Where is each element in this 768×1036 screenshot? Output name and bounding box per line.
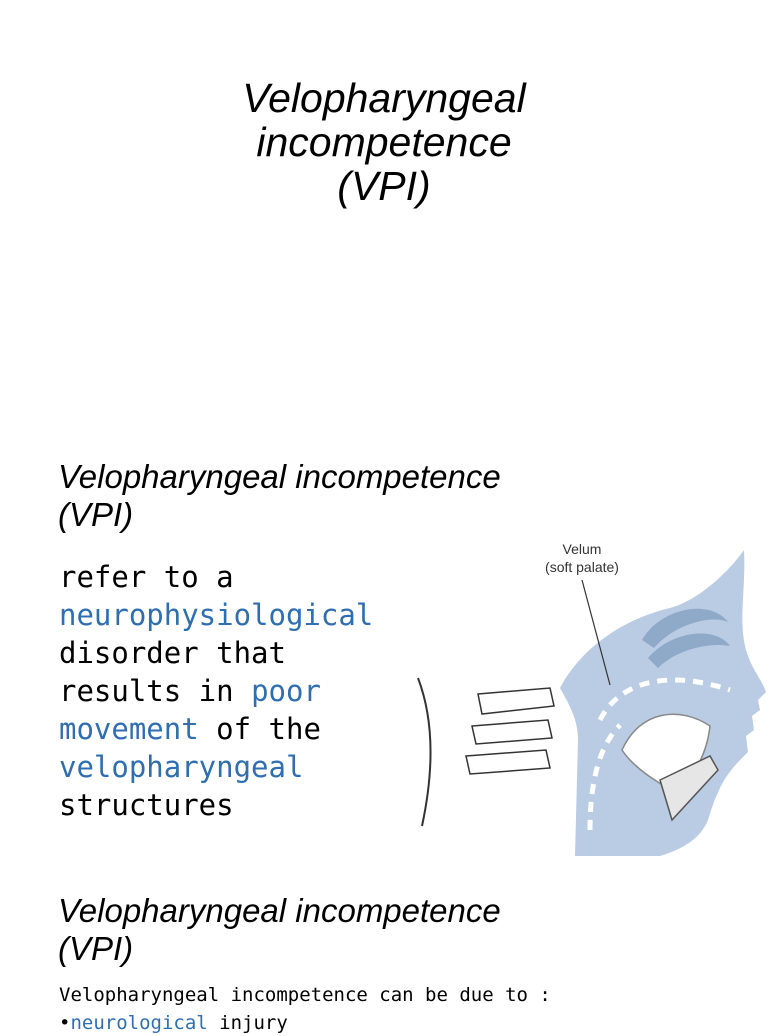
- causes-intro: Velopharyngeal incompetence can be due to :: [59, 984, 551, 1006]
- bullet-icon: •: [59, 1012, 71, 1034]
- causes-list: [59, 1010, 288, 1036]
- slide-title-line: Velopharyngeal: [242, 75, 526, 121]
- slide-title: [0, 76, 768, 208]
- highlighted-term: movement: [59, 712, 199, 746]
- definition-line: [59, 786, 373, 824]
- heading-line: (VPI): [58, 930, 134, 967]
- definition-line: [59, 710, 373, 748]
- heading-line: Velopharyngeal incompetence: [58, 892, 501, 929]
- section-heading-definition: [58, 458, 698, 534]
- definition-line: [59, 634, 373, 672]
- definition-text-segment: refer to a: [59, 560, 234, 594]
- highlighted-term: velopharyngeal: [59, 750, 304, 784]
- highlighted-term: neurophysiological: [59, 598, 374, 632]
- definition-text-segment: results in: [59, 674, 252, 708]
- slide-title-line: (VPI): [337, 163, 431, 209]
- velopharynx-illustration: [410, 530, 768, 860]
- definition-line: [59, 558, 373, 596]
- highlighted-term: poor: [251, 674, 321, 708]
- list-item: [59, 1010, 288, 1036]
- slide-title-line: incompetence: [256, 119, 512, 165]
- definition-text-segment: of the: [198, 712, 321, 746]
- definition-text-segment: structures: [59, 788, 234, 822]
- velum-sublabel: (soft palate): [545, 559, 619, 575]
- velum-label: Velum: [562, 541, 602, 557]
- heading-line: (VPI): [58, 496, 134, 533]
- definition-text: [59, 558, 373, 824]
- definition-text-segment: disorder that: [59, 636, 286, 670]
- definition-line: [59, 748, 373, 786]
- heading-line: Velopharyngeal incompetence: [58, 458, 501, 495]
- definition-line: [59, 596, 373, 634]
- neck-outline: [418, 678, 431, 826]
- vertebrae: [466, 688, 554, 774]
- list-item-text: injury: [207, 1012, 288, 1034]
- definition-line: [59, 672, 373, 710]
- highlighted-term: neurological: [70, 1012, 208, 1034]
- section-heading-causes: [58, 892, 698, 968]
